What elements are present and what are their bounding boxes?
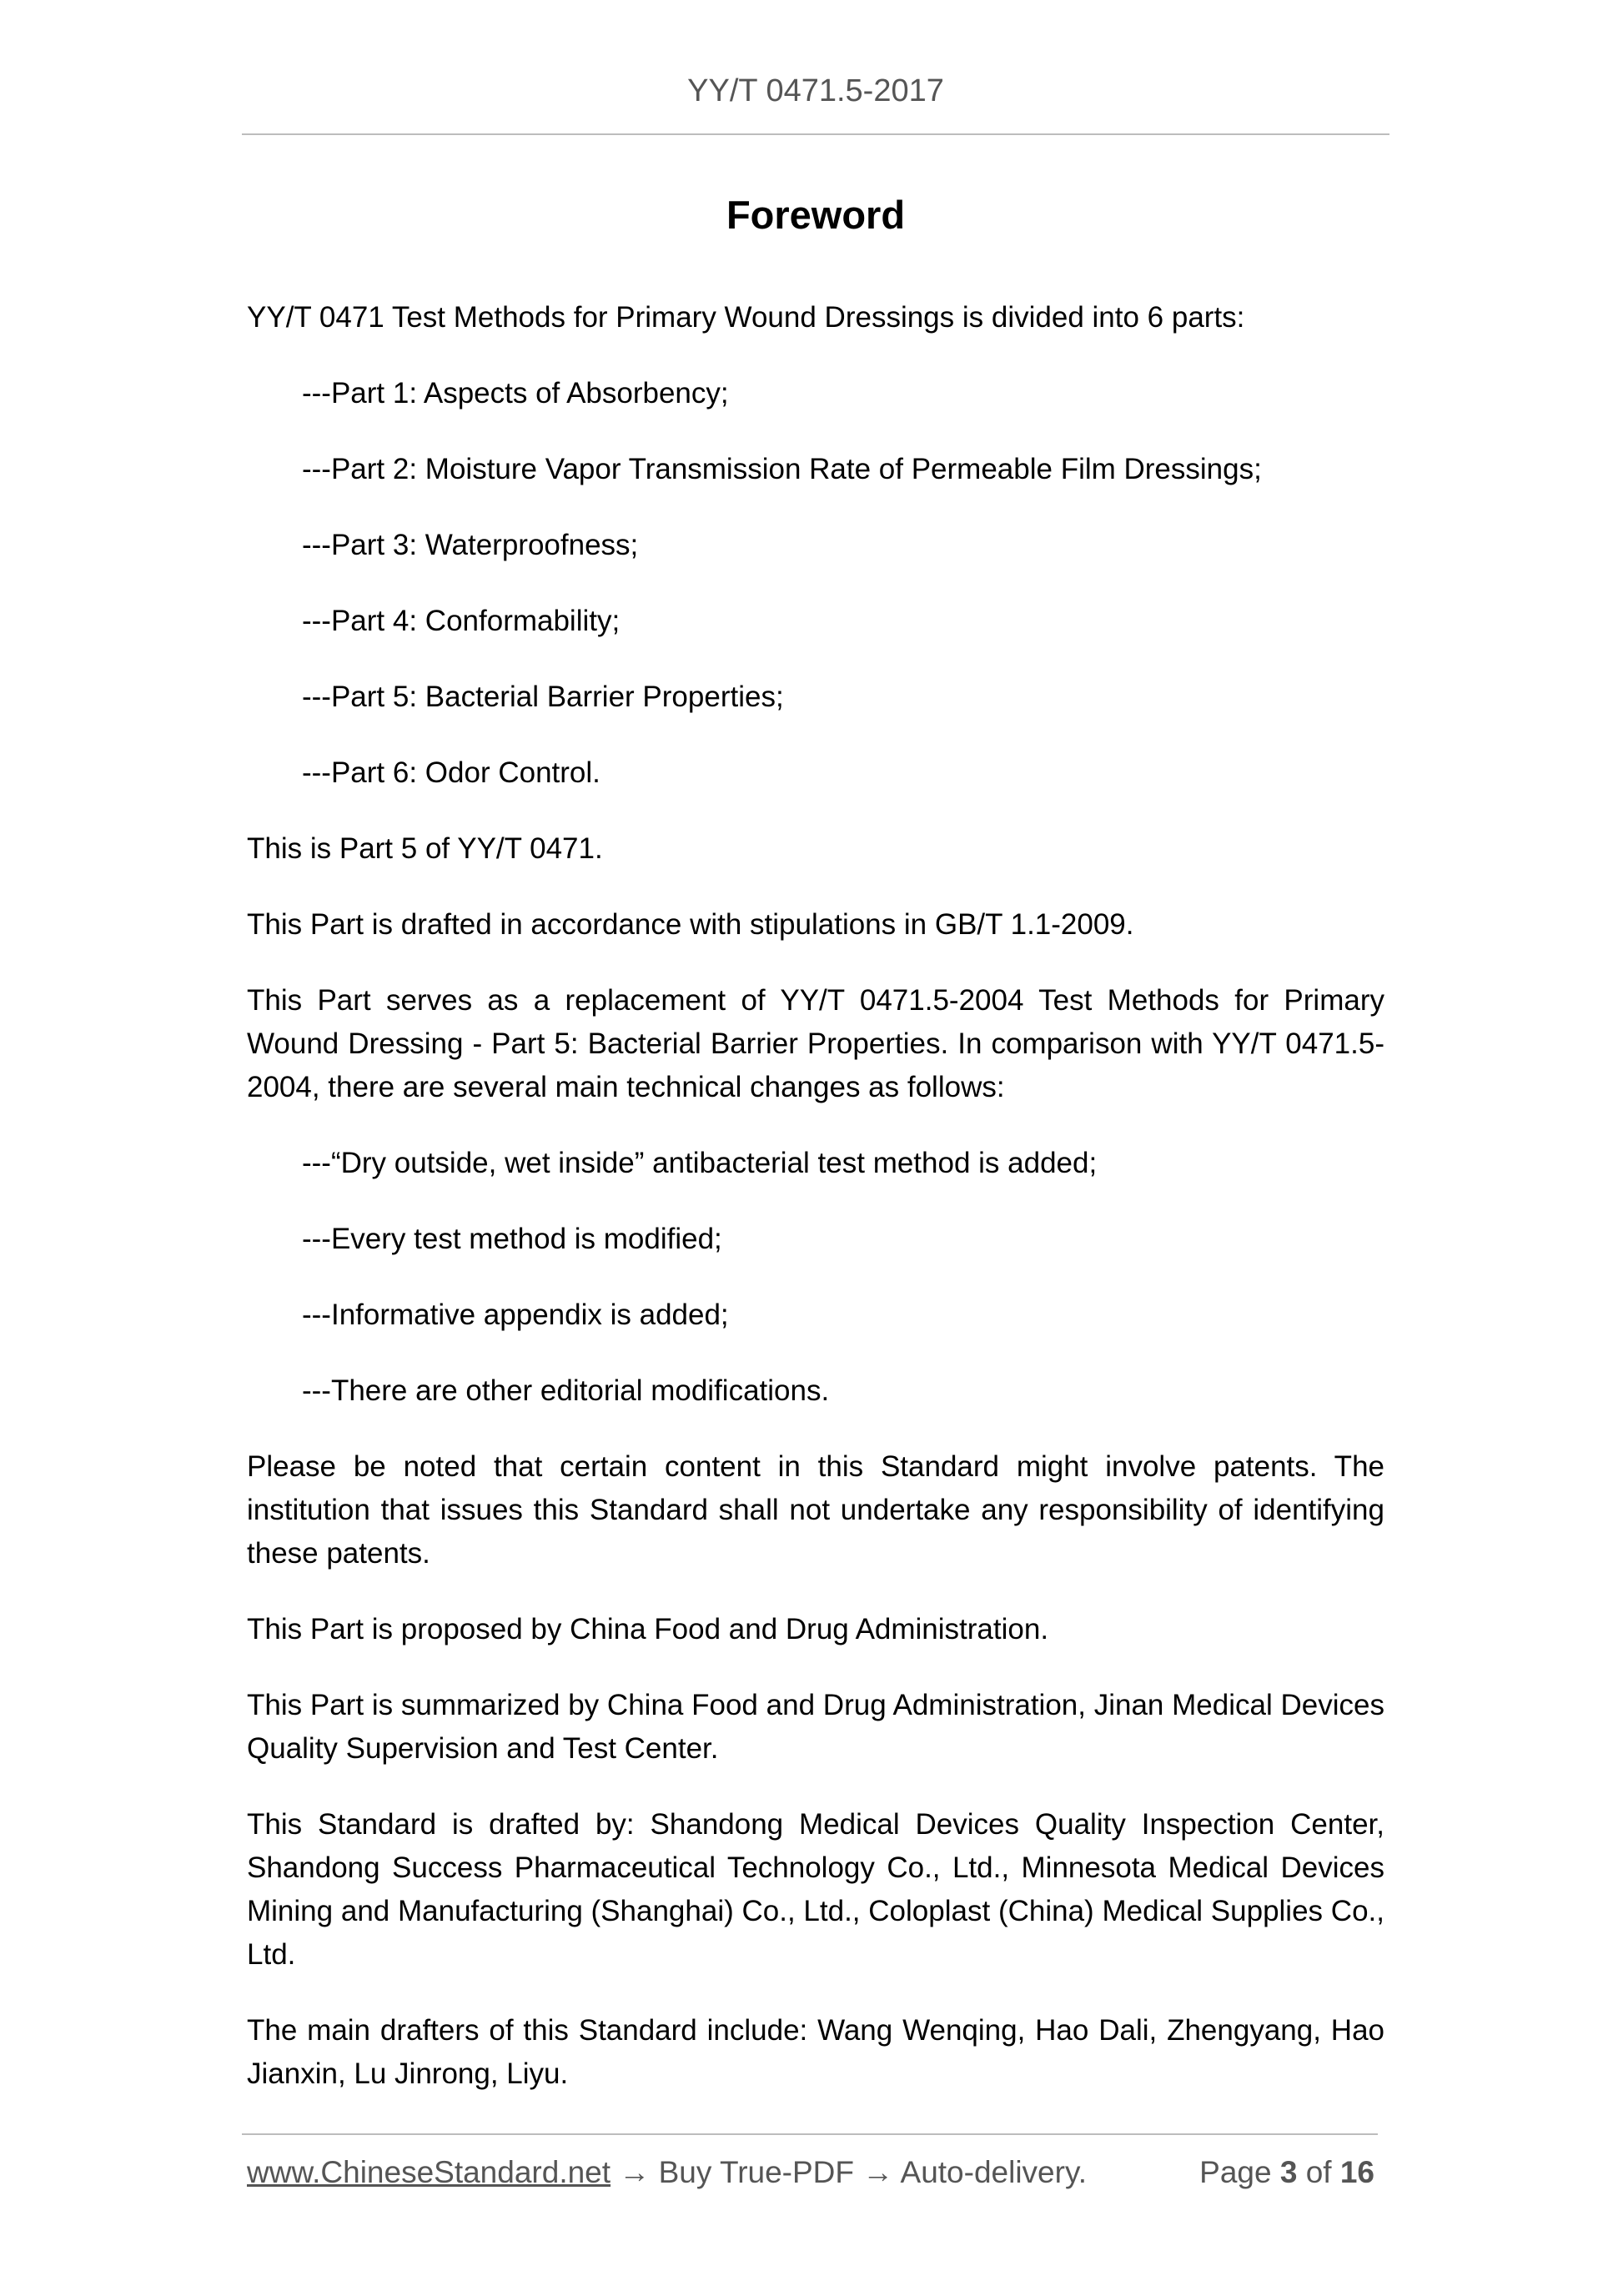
proposed-paragraph: This Part is proposed by China Food and Drug Administration. [247,1613,1049,1645]
change-item-4: ---There are other editorial modifications. [302,1374,830,1407]
page-of-label: of [1305,2155,1332,2189]
part-of-paragraph: This is Part 5 of YY/T 0471. [247,832,603,865]
page-label: Page [1199,2155,1272,2189]
part-item-3: ---Part 3: Waterproofness; [302,529,639,561]
intro-paragraph: YY/T 0471 Test Methods for Primary Wound Dressings is divided into 6 parts: [247,301,1245,334]
summarized-paragraph: This Part is summarized by China Food and Drug Administration, Jinan Medical Devices Quality Supervision and Test Center. [247,1689,1384,1765]
footer-tagline: → Buy True-PDF → Auto-delivery. [611,2155,1087,2189]
foreword-content [247,192,1384,2128]
part-item-1: ---Part 1: Aspects of Absorbency; [302,377,729,409]
part-item-4: ---Part 4: Conformability; [302,605,621,637]
page-header: YY/T 0471.5-2017 [687,73,944,108]
drafted-by-paragraph: This Standard is drafted by: Shandong Medical Devices Quality Inspection Center, Shandong Success Pharmaceutical Technology Co., Ltd., Minnesota Medical Devices Mining and Manufacturing (Shanghai) Co., Ltd., Coloplast (China) Medical Supplies Co., Ltd. [247,1808,1384,1971]
replacement-paragraph: This Part serves as a replacement of YY/T 0471.5-2004 Test Methods for Primary Wound Dressing - Part 5: Bacterial Barrier Properties. In comparison with YY/T 0471.5-2004, there are several main technical changes as follows: [247,984,1384,1103]
footer-left [247,2155,1087,2190]
part-item-5: ---Part 5: Bacterial Barrier Properties; [302,681,784,713]
website-link[interactable]: www.ChineseStandard.net [247,2155,611,2189]
drafters-paragraph: The main drafters of this Standard include: Wang Wenqing, Hao Dali, Zhengyang, Hao Jianxin, Lu Jinrong, Liyu. [247,2014,1384,2090]
header-divider [242,133,1389,135]
current-page: 3 [1279,2155,1298,2189]
patents-paragraph: Please be noted that certain content in this Standard might involve patents. The institution that issues this Standard shall not undertake any responsibility of identifying these patents. [247,1450,1384,1570]
page-number [1199,2155,1374,2190]
change-item-1: ---“Dry outside, wet inside” antibacterial test method is added; [302,1147,1098,1179]
part-item-2: ---Part 2: Moisture Vapor Transmission Rate of Permeable Film Dressings; [302,453,1262,485]
footer-divider [242,2133,1378,2135]
change-item-3: ---Informative appendix is added; [302,1299,729,1331]
part-item-6: ---Part 6: Odor Control. [302,756,600,789]
total-pages: 16 [1339,2155,1374,2189]
change-item-2: ---Every test method is modified; [302,1223,722,1255]
drafted-paragraph: This Part is drafted in accordance with stipulations in GB/T 1.1-2009. [247,908,1134,941]
page-title: Foreword [726,193,906,237]
